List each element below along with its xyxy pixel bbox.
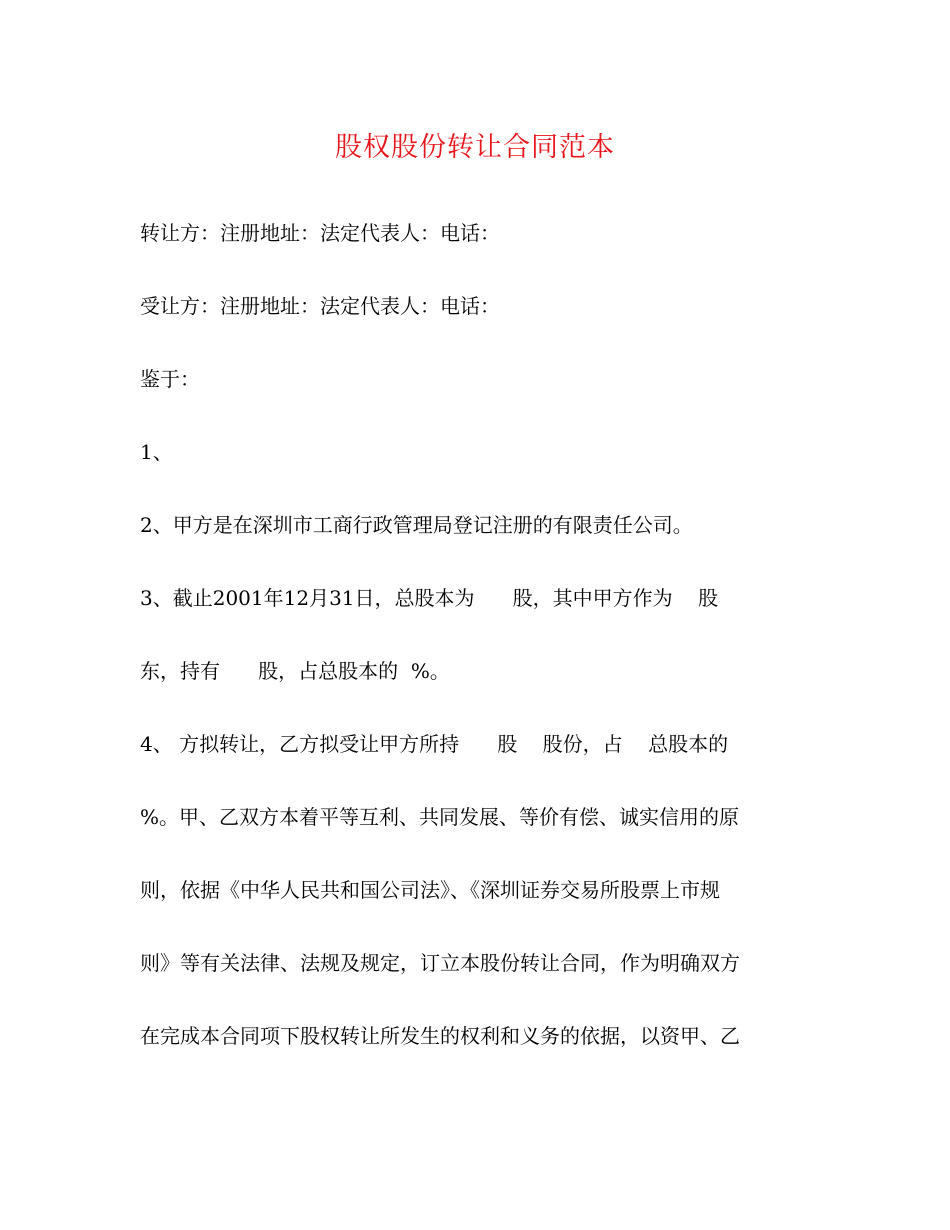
paragraph-item-4-line-2: %。甲、乙双方本着平等互利、共同发展、等价有偿、诚实信用的原 <box>140 805 740 829</box>
paragraph-transferee: 受让方：注册地址：法定代表人：电话： <box>140 294 500 318</box>
paragraph-whereas: 鉴于： <box>140 367 200 391</box>
document-title: 股权股份转让合同范本 <box>335 132 615 163</box>
paragraph-item-3-line-1: 3、截止2001年12月31日，总股本为 股，其中甲方作为 股 <box>140 586 719 610</box>
paragraph-item-1: 1、 <box>140 440 173 464</box>
paragraph-item-4-line-1: 4、 方拟转让，乙方拟受让甲方所持 股 股份，占 总股本的 <box>140 732 729 756</box>
paragraph-transferor: 转让方：注册地址：法定代表人：电话： <box>140 221 500 245</box>
paragraph-item-3-line-2: 东，持有 股，占总股本的 %。 <box>140 659 450 683</box>
paragraph-item-4-line-3: 则，依据《中华人民共和国公司法》、《深圳证券交易所股票上市规 <box>140 878 720 902</box>
paragraph-item-2: 2、甲方是在深圳市工商行政管理局登记注册的有限责任公司。 <box>140 513 693 537</box>
paragraph-item-4-line-4: 则》等有关法律、法规及规定，订立本股份转让合同，作为明确双方 <box>140 951 740 975</box>
paragraph-item-4-line-5: 在完成本合同项下股权转让所发生的权利和义务的依据，以资甲、乙 <box>140 1024 740 1048</box>
